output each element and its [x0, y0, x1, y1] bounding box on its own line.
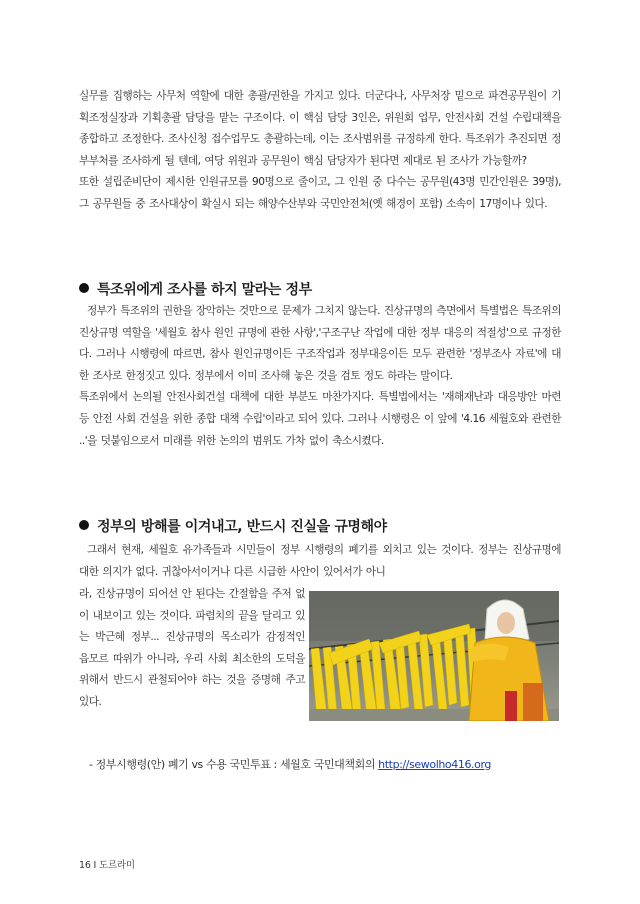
footer-separator: I	[93, 860, 97, 871]
page-number: 16	[79, 860, 91, 871]
source-caption	[89, 756, 559, 772]
paragraph-3b: 라, 진상규명이 되어선 안 된다는 간절함을 주저 없이 내보이고 있는 것이다. 파렴치의 끝을 달리고 있는 박근혜 정부... 진상규명의 목소리가 감정적인 읍모르 따위가 아니라, 우리 사회 최소한의 도덕을 위해서 반드시 관철되어야 하는 것을 증명해 주고 있다.	[79, 588, 305, 708]
paragraph-1: 실무를 집행하는 사무처 역할에 대한 총괄/권한을 가지고 있다. 더군다나, 사무처장 밑으로 파견공무원이 기획조정실장과 기획총괄 담당을 맡는 구조이다. 이 핵심 담당 3인은, 위원회 업무, 안전사회 건설 수립대책을 종합하고 조정한다. 조사신청 접수업무도 총괄하는데, 이는 조사범위를 규정하게 한다. 특조위가 추진되면 정부부처를 조사하게 될 텐데, 여당 위원과 공무원이 핵심 담당자가 된다면 제대로 된 조사가 가능할까?	[79, 90, 561, 167]
source-link[interactable]: http://sewolho416.org	[378, 758, 491, 771]
yellow-ribbons-photo	[309, 591, 559, 721]
paragraph-2: 정부가 특조위의 권한을 장악하는 것만으로 문제가 그치지 않는다. 진상규명의 측면에서 특별법은 특조위의 진상규명 역할을 '세월호 참사 원인 규명에 관한 사항','구조구난 작업에 대한 정부 대응의 적절성'으로 규정한다. 그러나 시행령에 따르면, 참사 원인규명이든 구조작업과 정부대응이든 모두 관련한 '정부조사 자료'에 대한 조사로 한정짓고 있다. 정부에서 이미 조사해 놓은 것을 검토 정도 하라는 말이다.	[79, 305, 561, 382]
paragraph-2b: 특조위에서 논의될 안전사회건설 대책에 대한 부분도 마찬가지다. 특별법에서는 '재해재난과 대응방안 마련 등 안전 사회 건설을 위한 종합 대책 수립'이라고 되어 있다. 그러나 시행령은 이 앞에 '4.16 세월호와 관련한 ..'을 덧붙임으로서 미래를 위한 논의의 범위도 가차 없이 축소시켰다.	[79, 391, 561, 447]
bullet-icon	[79, 520, 89, 530]
publication-name: 도르라미	[98, 860, 135, 871]
bullet-icon	[79, 283, 89, 293]
document-page	[79, 86, 561, 771]
section-heading-1-text: 특조위에게 조사를 하지 말라는 정부	[97, 282, 312, 298]
section-1-body	[79, 301, 561, 452]
page-footer	[79, 857, 135, 871]
section-heading-2	[79, 517, 387, 537]
section-heading-1	[79, 280, 312, 300]
section-heading-2-text: 정부의 방해를 이겨내고, 반드시 진실을 규명해야	[97, 519, 387, 535]
paragraph-1b: 또한 설립준비단이 제시한 인원규모를 90명으로 줄이고, 그 인원 중 다수는 공무원(43명 민간인원은 39명), 그 공무원들 중 조사대상이 확실시 되는 해양수산부와 국민안전처(옛 해경이 포함) 소속이 17명이나 있다.	[79, 176, 561, 210]
source-text: - 정부시행령(안) 폐기 vs 수용 국민투표 : 세월호 국민대책회의	[89, 758, 379, 771]
paragraph-3a: 그래서 현재, 세월호 유가족들과 시민들이 정부 시행령의 폐기를 외치고 있는 것이다. 정부는 진상규명에 대한 의지가 없다. 귀찮아서이거나 다른 시급한 사안이 있어서가 아니	[79, 544, 561, 578]
